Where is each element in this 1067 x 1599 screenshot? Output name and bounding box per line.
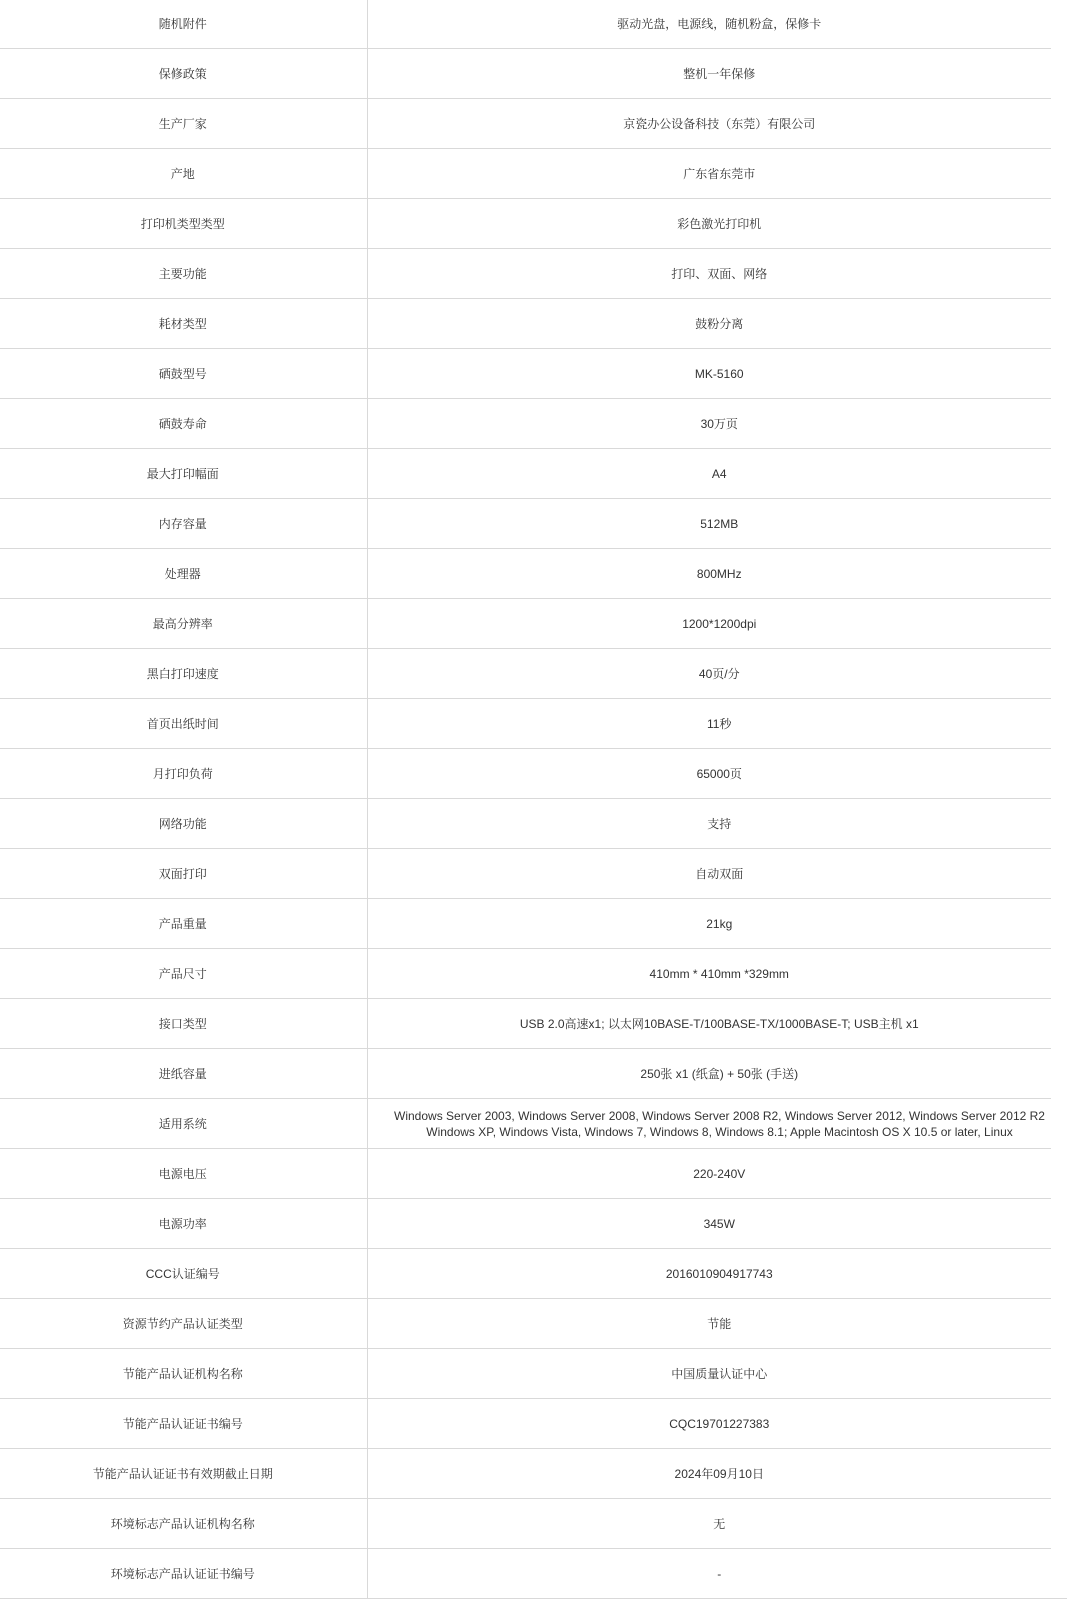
spec-label: 网络功能: [0, 799, 367, 849]
spec-label: 随机附件: [0, 0, 367, 49]
table-row: [0, 999, 1067, 1049]
spec-label: 节能产品认证证书有效期截止日期: [0, 1449, 367, 1499]
table-row: [0, 1099, 1067, 1149]
spec-value: 支持: [367, 799, 1067, 849]
spec-label: 节能产品认证证书编号: [0, 1399, 367, 1449]
spec-value: 21kg: [367, 899, 1067, 949]
spec-value: 250张 x1 (纸盒) + 50张 (手送): [367, 1049, 1067, 1099]
table-row: [0, 149, 1067, 199]
spec-label: 电源功率: [0, 1199, 367, 1249]
spec-value: MK-5160: [367, 349, 1067, 399]
table-row: [0, 1249, 1067, 1299]
spec-label: 主要功能: [0, 249, 367, 299]
spec-label: 黑白打印速度: [0, 649, 367, 699]
spec-value: USB 2.0高速x1; 以太网10BASE-T/100BASE-TX/1000BASE-T; USB主机 x1: [367, 999, 1067, 1049]
spec-value-multiline: [367, 1099, 1067, 1149]
table-row: [0, 1549, 1067, 1599]
spec-value: 2024年09月10日: [367, 1449, 1067, 1499]
spec-value-line: Windows Server 2003, Windows Server 2008, Windows Server 2008 R2, Windows Server 2012, Windows Server 2012 R2: [370, 1108, 1067, 1124]
spec-value: 驱动光盘，电源线，随机粉盒，保修卡: [367, 0, 1067, 49]
spec-value: CQC19701227383: [367, 1399, 1067, 1449]
spec-label: 硒鼓寿命: [0, 399, 367, 449]
table-row: [0, 1149, 1067, 1199]
table-row: [0, 449, 1067, 499]
spec-value: 30万页: [367, 399, 1067, 449]
spec-value: 65000页: [367, 749, 1067, 799]
table-row: [0, 1049, 1067, 1099]
spec-value: 无: [367, 1499, 1067, 1549]
spec-value: 40页/分: [367, 649, 1067, 699]
table-row: [0, 249, 1067, 299]
table-row: [0, 499, 1067, 549]
spec-value-line: Windows XP, Windows Vista, Windows 7, Windows 8, Windows 8.1; Apple Macintosh OS X 10.5 or later, Linux: [370, 1124, 1067, 1140]
spec-label: 耗材类型: [0, 299, 367, 349]
table-row: [0, 849, 1067, 899]
spec-label: 双面打印: [0, 849, 367, 899]
spec-label: CCC认证编号: [0, 1249, 367, 1299]
spec-value: 彩色激光打印机: [367, 199, 1067, 249]
table-row: [0, 1399, 1067, 1449]
spec-value: 鼓粉分离: [367, 299, 1067, 349]
spec-value: 广东省东莞市: [367, 149, 1067, 199]
spec-value: 中国质量认证中心: [367, 1349, 1067, 1399]
table-row: [0, 699, 1067, 749]
table-row: [0, 1299, 1067, 1349]
spec-label: 打印机类型类型: [0, 199, 367, 249]
table-row: [0, 549, 1067, 599]
spec-value: A4: [367, 449, 1067, 499]
spec-label: 产地: [0, 149, 367, 199]
table-row: [0, 599, 1067, 649]
spec-label: 适用系统: [0, 1099, 367, 1149]
table-row: [0, 799, 1067, 849]
table-row: [0, 649, 1067, 699]
spec-label: 节能产品认证机构名称: [0, 1349, 367, 1399]
table-row: [0, 749, 1067, 799]
spec-value: 打印、双面、网络: [367, 249, 1067, 299]
table-row: [0, 199, 1067, 249]
spec-value: 800MHz: [367, 549, 1067, 599]
spec-label: 处理器: [0, 549, 367, 599]
spec-value: 1200*1200dpi: [367, 599, 1067, 649]
spec-value: 11秒: [367, 699, 1067, 749]
table-row: [0, 349, 1067, 399]
page-right-margin: [1051, 0, 1067, 1592]
table-row: [0, 399, 1067, 449]
spec-value: 节能: [367, 1299, 1067, 1349]
table-row: [0, 99, 1067, 149]
spec-label: 资源节约产品认证类型: [0, 1299, 367, 1349]
table-row: [0, 0, 1067, 49]
table-row: [0, 1199, 1067, 1249]
table-row: [0, 1499, 1067, 1549]
spec-label: 月打印负荷: [0, 749, 367, 799]
spec-value: 2016010904917743: [367, 1249, 1067, 1299]
table-row: [0, 1349, 1067, 1399]
spec-label: 硒鼓型号: [0, 349, 367, 399]
spec-value: 整机一年保修: [367, 49, 1067, 99]
table-row: [0, 1449, 1067, 1499]
spec-value: 512MB: [367, 499, 1067, 549]
spec-label: 接口类型: [0, 999, 367, 1049]
table-row: [0, 949, 1067, 999]
spec-label: 产品重量: [0, 899, 367, 949]
spec-value: 京瓷办公设备科技（东莞）有限公司: [367, 99, 1067, 149]
spec-value: 220-240V: [367, 1149, 1067, 1199]
spec-value: -: [367, 1549, 1067, 1599]
table-row: [0, 49, 1067, 99]
spec-label: 生产厂家: [0, 99, 367, 149]
spec-value: 自动双面: [367, 849, 1067, 899]
spec-label: 首页出纸时间: [0, 699, 367, 749]
spec-label: 产品尺寸: [0, 949, 367, 999]
spec-value: 345W: [367, 1199, 1067, 1249]
table-row: [0, 899, 1067, 949]
spec-label: 保修政策: [0, 49, 367, 99]
table-row: [0, 299, 1067, 349]
spec-label: 环境标志产品认证证书编号: [0, 1549, 367, 1599]
spec-value: 410mm * 410mm *329mm: [367, 949, 1067, 999]
spec-label: 进纸容量: [0, 1049, 367, 1099]
spec-label: 最大打印幅面: [0, 449, 367, 499]
spec-label: 电源电压: [0, 1149, 367, 1199]
spec-label: 内存容量: [0, 499, 367, 549]
spec-label: 最高分辨率: [0, 599, 367, 649]
spec-label: 环境标志产品认证机构名称: [0, 1499, 367, 1549]
